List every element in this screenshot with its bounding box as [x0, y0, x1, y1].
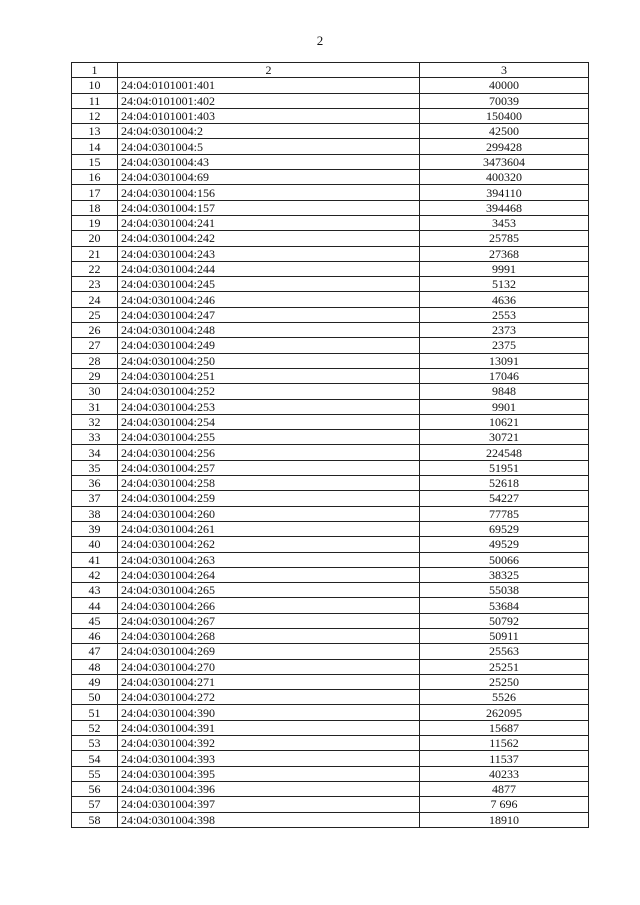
area-value-cell: 15687 [420, 720, 589, 735]
cadastral-number-cell: 24:04:0301004:241 [118, 215, 420, 230]
cadastral-number-cell: 24:04:0301004:270 [118, 659, 420, 674]
row-number-cell: 24 [72, 292, 118, 307]
table-row [72, 231, 589, 246]
cadastral-number-cell: 24:04:0301004:259 [118, 491, 420, 506]
row-number-cell: 19 [72, 215, 118, 230]
row-number-cell: 42 [72, 567, 118, 582]
row-number-cell: 44 [72, 598, 118, 613]
cadastral-number-cell: 24:04:0301004:261 [118, 521, 420, 536]
row-number-cell: 26 [72, 323, 118, 338]
area-value-cell: 40000 [420, 78, 589, 93]
row-number-cell: 58 [72, 812, 118, 827]
cadastral-number-cell: 24:04:0301004:263 [118, 552, 420, 567]
table-row [72, 170, 589, 185]
area-value-cell: 42500 [420, 124, 589, 139]
row-number-cell: 20 [72, 231, 118, 246]
row-number-cell: 39 [72, 521, 118, 536]
cadastral-number-cell: 24:04:0301004:271 [118, 674, 420, 689]
table-body [72, 78, 589, 828]
row-number-cell: 45 [72, 613, 118, 628]
area-value-cell: 9901 [420, 399, 589, 414]
cadastral-number-cell: 24:04:0301004:242 [118, 231, 420, 246]
area-value-cell: 2373 [420, 323, 589, 338]
table-row [72, 751, 589, 766]
area-value-cell: 49529 [420, 537, 589, 552]
area-value-cell: 53684 [420, 598, 589, 613]
cadastral-number-cell: 24:04:0301004:248 [118, 323, 420, 338]
cadastral-number-cell: 24:04:0301004:390 [118, 705, 420, 720]
table-row [72, 323, 589, 338]
cadastral-number-cell: 24:04:0301004:396 [118, 781, 420, 796]
table-row [72, 215, 589, 230]
row-number-cell: 41 [72, 552, 118, 567]
table-row [72, 154, 589, 169]
table-row [72, 766, 589, 781]
cadastral-number-cell: 24:04:0301004:256 [118, 445, 420, 460]
row-number-cell: 31 [72, 399, 118, 414]
table-row [72, 200, 589, 215]
row-number-cell: 38 [72, 506, 118, 521]
area-value-cell: 2375 [420, 338, 589, 353]
cadastral-number-cell: 24:04:0301004:69 [118, 170, 420, 185]
area-value-cell: 25563 [420, 644, 589, 659]
row-number-cell: 50 [72, 690, 118, 705]
table-row [72, 338, 589, 353]
row-number-cell: 17 [72, 185, 118, 200]
cadastral-number-cell: 24:04:0101001:402 [118, 93, 420, 108]
row-number-cell: 57 [72, 797, 118, 812]
cadastral-number-cell: 24:04:0301004:255 [118, 430, 420, 445]
area-value-cell: 77785 [420, 506, 589, 521]
area-value-cell: 299428 [420, 139, 589, 154]
row-number-cell: 48 [72, 659, 118, 674]
cadastral-number-cell: 24:04:0101001:401 [118, 78, 420, 93]
table-row [72, 720, 589, 735]
row-number-cell: 49 [72, 674, 118, 689]
cadastral-number-cell: 24:04:0301004:268 [118, 628, 420, 643]
area-value-cell: 18910 [420, 812, 589, 827]
area-value-cell: 54227 [420, 491, 589, 506]
area-value-cell: 25251 [420, 659, 589, 674]
cadastral-number-cell: 24:04:0301004:247 [118, 307, 420, 322]
area-value-cell: 5132 [420, 277, 589, 292]
area-value-cell: 9991 [420, 261, 589, 276]
row-number-cell: 53 [72, 736, 118, 751]
area-value-cell: 50792 [420, 613, 589, 628]
table-header-row [72, 63, 589, 78]
row-number-cell: 46 [72, 628, 118, 643]
row-number-cell: 18 [72, 200, 118, 215]
table-row [72, 506, 589, 521]
cadastral-number-cell: 24:04:0301004:251 [118, 368, 420, 383]
area-value-cell: 11537 [420, 751, 589, 766]
row-number-cell: 43 [72, 583, 118, 598]
row-number-cell: 28 [72, 353, 118, 368]
cadastral-number-cell: 24:04:0301004:243 [118, 246, 420, 261]
header-cell-2: 2 [118, 63, 420, 78]
cadastral-number-cell: 24:04:0301004:2 [118, 124, 420, 139]
parcel-table [71, 62, 589, 828]
cadastral-number-cell: 24:04:0301004:269 [118, 644, 420, 659]
cadastral-number-cell: 24:04:0301004:244 [118, 261, 420, 276]
row-number-cell: 23 [72, 277, 118, 292]
area-value-cell: 51951 [420, 460, 589, 475]
table-row [72, 781, 589, 796]
cadastral-number-cell: 24:04:0301004:156 [118, 185, 420, 200]
area-value-cell: 13091 [420, 353, 589, 368]
table-row [72, 736, 589, 751]
header-cell-1: 1 [72, 63, 118, 78]
row-number-cell: 27 [72, 338, 118, 353]
row-number-cell: 37 [72, 491, 118, 506]
row-number-cell: 55 [72, 766, 118, 781]
area-value-cell: 38325 [420, 567, 589, 582]
row-number-cell: 35 [72, 460, 118, 475]
cadastral-number-cell: 24:04:0301004:249 [118, 338, 420, 353]
table-row [72, 124, 589, 139]
area-value-cell: 2553 [420, 307, 589, 322]
row-number-cell: 52 [72, 720, 118, 735]
row-number-cell: 54 [72, 751, 118, 766]
row-number-cell: 29 [72, 368, 118, 383]
table-row [72, 812, 589, 827]
row-number-cell: 33 [72, 430, 118, 445]
cadastral-number-cell: 24:04:0301004:245 [118, 277, 420, 292]
row-number-cell: 40 [72, 537, 118, 552]
table-row [72, 628, 589, 643]
area-value-cell: 50911 [420, 628, 589, 643]
table-row [72, 430, 589, 445]
area-value-cell: 25250 [420, 674, 589, 689]
cadastral-number-cell: 24:04:0301004:250 [118, 353, 420, 368]
row-number-cell: 32 [72, 414, 118, 429]
table-row [72, 399, 589, 414]
area-value-cell: 4877 [420, 781, 589, 796]
row-number-cell: 11 [72, 93, 118, 108]
area-value-cell: 10621 [420, 414, 589, 429]
area-value-cell: 9848 [420, 384, 589, 399]
cadastral-number-cell: 24:04:0301004:157 [118, 200, 420, 215]
row-number-cell: 47 [72, 644, 118, 659]
row-number-cell: 13 [72, 124, 118, 139]
area-value-cell: 394468 [420, 200, 589, 215]
cadastral-number-cell: 24:04:0301004:266 [118, 598, 420, 613]
area-value-cell: 394110 [420, 185, 589, 200]
row-number-cell: 25 [72, 307, 118, 322]
cadastral-number-cell: 24:04:0301004:395 [118, 766, 420, 781]
table-row [72, 445, 589, 460]
area-value-cell: 400320 [420, 170, 589, 185]
table-row [72, 521, 589, 536]
table-row [72, 659, 589, 674]
cadastral-number-cell: 24:04:0301004:262 [118, 537, 420, 552]
area-value-cell: 224548 [420, 445, 589, 460]
table-row [72, 613, 589, 628]
cadastral-number-cell: 24:04:0301004:391 [118, 720, 420, 735]
table-row [72, 537, 589, 552]
row-number-cell: 21 [72, 246, 118, 261]
table-row [72, 476, 589, 491]
cadastral-number-cell: 24:04:0301004:267 [118, 613, 420, 628]
table-row [72, 307, 589, 322]
area-value-cell: 3473604 [420, 154, 589, 169]
table-row [72, 644, 589, 659]
area-value-cell: 25785 [420, 231, 589, 246]
table-row [72, 674, 589, 689]
row-number-cell: 56 [72, 781, 118, 796]
area-value-cell: 50066 [420, 552, 589, 567]
area-value-cell: 150400 [420, 108, 589, 123]
table-row [72, 384, 589, 399]
area-value-cell: 3453 [420, 215, 589, 230]
row-number-cell: 10 [72, 78, 118, 93]
table-row [72, 368, 589, 383]
area-value-cell: 52618 [420, 476, 589, 491]
area-value-cell: 5526 [420, 690, 589, 705]
table-row [72, 414, 589, 429]
header-cell-3: 3 [420, 63, 589, 78]
table-row [72, 690, 589, 705]
cadastral-number-cell: 24:04:0301004:264 [118, 567, 420, 582]
table-row [72, 108, 589, 123]
cadastral-number-cell: 24:04:0301004:393 [118, 751, 420, 766]
table-row [72, 583, 589, 598]
cadastral-number-cell: 24:04:0301004:398 [118, 812, 420, 827]
area-value-cell: 69529 [420, 521, 589, 536]
row-number-cell: 15 [72, 154, 118, 169]
cadastral-number-cell: 24:04:0301004:392 [118, 736, 420, 751]
row-number-cell: 30 [72, 384, 118, 399]
row-number-cell: 12 [72, 108, 118, 123]
area-value-cell: 27368 [420, 246, 589, 261]
area-value-cell: 7 696 [420, 797, 589, 812]
table-row [72, 277, 589, 292]
area-value-cell: 262095 [420, 705, 589, 720]
cadastral-number-cell: 24:04:0301004:253 [118, 399, 420, 414]
table-row [72, 491, 589, 506]
cadastral-number-cell: 24:04:0301004:272 [118, 690, 420, 705]
cadastral-number-cell: 24:04:0301004:43 [118, 154, 420, 169]
cadastral-number-cell: 24:04:0301004:258 [118, 476, 420, 491]
cadastral-number-cell: 24:04:0301004:257 [118, 460, 420, 475]
cadastral-number-cell: 24:04:0301004:260 [118, 506, 420, 521]
row-number-cell: 14 [72, 139, 118, 154]
table-row [72, 460, 589, 475]
table-row [72, 246, 589, 261]
table-row [72, 78, 589, 93]
row-number-cell: 22 [72, 261, 118, 276]
row-number-cell: 36 [72, 476, 118, 491]
row-number-cell: 51 [72, 705, 118, 720]
area-value-cell: 40233 [420, 766, 589, 781]
table-row [72, 261, 589, 276]
cadastral-number-cell: 24:04:0101001:403 [118, 108, 420, 123]
table-row [72, 292, 589, 307]
table-row [72, 552, 589, 567]
table-row [72, 353, 589, 368]
cadastral-number-cell: 24:04:0301004:265 [118, 583, 420, 598]
area-value-cell: 30721 [420, 430, 589, 445]
area-value-cell: 4636 [420, 292, 589, 307]
table-row [72, 93, 589, 108]
cadastral-number-cell: 24:04:0301004:5 [118, 139, 420, 154]
table-row [72, 185, 589, 200]
row-number-cell: 16 [72, 170, 118, 185]
cadastral-number-cell: 24:04:0301004:246 [118, 292, 420, 307]
table-row [72, 598, 589, 613]
table-row [72, 705, 589, 720]
row-number-cell: 34 [72, 445, 118, 460]
cadastral-number-cell: 24:04:0301004:252 [118, 384, 420, 399]
area-value-cell: 70039 [420, 93, 589, 108]
table-row [72, 139, 589, 154]
table-row [72, 797, 589, 812]
cadastral-number-cell: 24:04:0301004:397 [118, 797, 420, 812]
page-number: 2 [316, 33, 324, 48]
cadastral-number-cell: 24:04:0301004:254 [118, 414, 420, 429]
table-row [72, 567, 589, 582]
area-value-cell: 55038 [420, 583, 589, 598]
area-value-cell: 11562 [420, 736, 589, 751]
area-value-cell: 17046 [420, 368, 589, 383]
